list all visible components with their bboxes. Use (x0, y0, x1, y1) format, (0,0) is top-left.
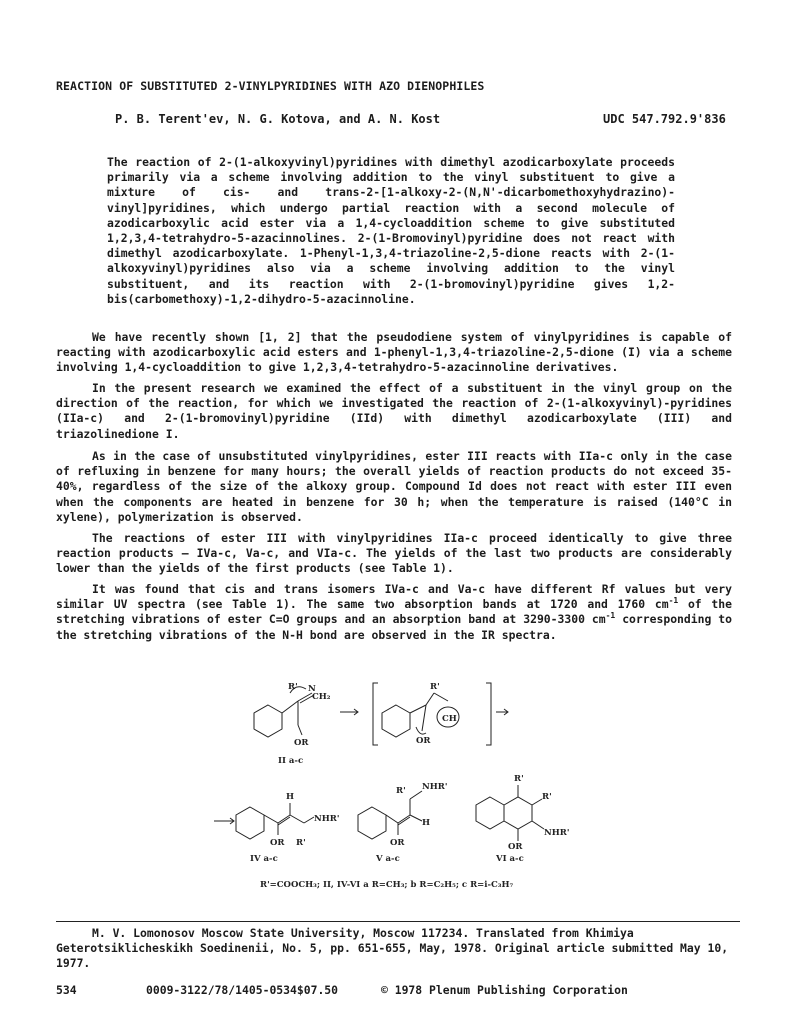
label-compound-ii: II a-c (278, 756, 304, 766)
body-paragraph-2: In the present research we examined the effect of a substituent in the vinyl group on the direction of the reaction, for which we investigated the reaction of 2-(1-alkoxyvinyl)-pyridines (IIa-c) and 2-(1-bromovinyl)pyridine (IId) with dimethyl azodicarboxylate (III) and triazolinedione I. (56, 381, 732, 441)
label-ch-int: CH (442, 714, 457, 724)
label-h-v: H (422, 818, 431, 828)
label-nhr-vi: NHR' (544, 828, 570, 838)
label-ch2: CH₂ (312, 692, 331, 702)
pyridine-ring-vi (476, 797, 504, 829)
copyright: © 1978 Plenum Publishing Corporation (381, 983, 628, 997)
label-r-prime-v: R' (396, 786, 406, 796)
label-or-iv: OR (270, 838, 285, 848)
label-r-prime-vi: R' (514, 774, 524, 784)
pyridine-ring-iv (236, 807, 264, 839)
label-nhr-v: NHR' (422, 782, 448, 792)
scheme-legend: R'=COOCH₃; II, IV-VI a R=CH₃; b R=C₂H₅; c R=i-C₃H₇ (260, 880, 514, 890)
label-compound-vi: VI a-c (496, 854, 524, 864)
page-number: 534 (56, 983, 77, 997)
label-n-ii: N (308, 684, 316, 694)
paper-title: REACTION OF SUBSTITUTED 2-VINYLPYRIDINES WITH AZO DIENOPHILES (56, 79, 485, 93)
reaction-scheme (190, 675, 610, 905)
page-footer (56, 983, 628, 997)
label-compound-iv: IV a-c (250, 854, 278, 864)
label-r-prime-int: R' (430, 682, 440, 692)
tetrahydro-ring-vi (504, 797, 532, 829)
body-paragraph-1: We have recently shown [1, 2] that the pseudodiene system of vinylpyridines is capable of reacting with azodicarboxylic acid esters and 1-phenyl-1,3,4-triazoline-2,5-dione (I) via a scheme involving 1,4-cycloaddition to give 1,2,3,4-tetrahydro-5-azacinnoline derivatives. (56, 330, 732, 375)
pyridine-ring-intermediate (382, 705, 410, 737)
body-paragraph-4: The reactions of ester III with vinylpyridines IIa-c proceed identically to give three reaction products — IVa-c, Va-c, and VIa-c. The yields of the last two products are considerably lower than the yields of the first products (see Table 1). (56, 531, 732, 576)
body-paragraph-3: As in the case of unsubstituted vinylpyridines, ester III reacts with IIa-c only in the case of refluxing in benzene for many hours; the overall yields of reaction products do not exceed 35-40%, regardless of the size of the alkoxy group. Compound Id does not react with ester III even when the components are heated in benzene for 30 h; when the temperature is raised (140°C in xylene), polymerization is observed. (56, 449, 732, 524)
label-r-prime-iv: R' (296, 838, 306, 848)
label-nhr-iv: NHR' (314, 814, 340, 824)
label-compound-v: V a-c (376, 854, 400, 864)
footnote-rule (56, 921, 740, 922)
footnote: M. V. Lomonosov Moscow State University, Moscow 117234. Translated from Khimiya Geterotsiklicheskikh Soedinenii, No. 5, pp. 651-655, May, 1978. Original article submitted May 10, 1977. (56, 926, 729, 971)
pyridine-ring-v (358, 807, 386, 839)
transition-bracket (373, 683, 491, 745)
label-or-int: OR (416, 736, 431, 746)
body-paragraph-5: It was found that cis and trans isomers IVa-c and Va-c have different Rf values but very similar UV spectra (see Table 1). The same two absorption bands at 1720 and 1760 $cm^{-1}$ of the stretching vibrations of ester C=O groups and an absorption band at 3290-3300 $cm^{-1}$ corresponding to the stretching vibrations of the N-H bond are observed in the IR spectra. (56, 582, 732, 642)
abstract: The reaction of 2-(1-alkoxyvinyl)pyridines with dimethyl azodicarboxylate proceeds primarily via a scheme involving addition to the vinyl substituent to give a mixture of cis- and trans-2-[1-alkoxy-2-(N,N'-dicarbomethoxyhydrazino)-vinyl]pyridines, which undergo partial reaction with a second molecule of azodicarboxylic acid ester via a 1,4-cycloaddition scheme to give substituted 1,2,3,4-tetrahydro-5-azacinnolines. 2-(1-Bromovinyl)pyridine does not react with dimethyl azodicarboxylate. 1-Phenyl-1,3,4-triazoline-2,5-dione reacts with 2-(1-alkoxyvinyl)pyridines also via a scheme involving addition to the vinyl substituent, and its reaction with 2-(1-bromovinyl)pyridine gives 1,2-bis(carbomethoxy)-1,2-dihydro-5-azacinnoline. (107, 155, 675, 306)
pyridine-ring-ii (254, 705, 282, 737)
label-or-v: OR (390, 838, 405, 848)
label-or-ii: OR (294, 738, 309, 748)
label-h-iv: H (286, 792, 295, 802)
article-code: 0009-3122/78/1405-0534$07.50 (146, 983, 339, 997)
label-r-prime-vi-2: R' (542, 792, 552, 802)
udc-code: UDC 547.792.9'836 (603, 112, 726, 126)
label-r-prime-ii: R' (288, 682, 298, 692)
label-or-vi: OR (508, 842, 523, 852)
authors: P. B. Terent'ev, N. G. Kotova, and A. N. Kost (115, 112, 441, 126)
